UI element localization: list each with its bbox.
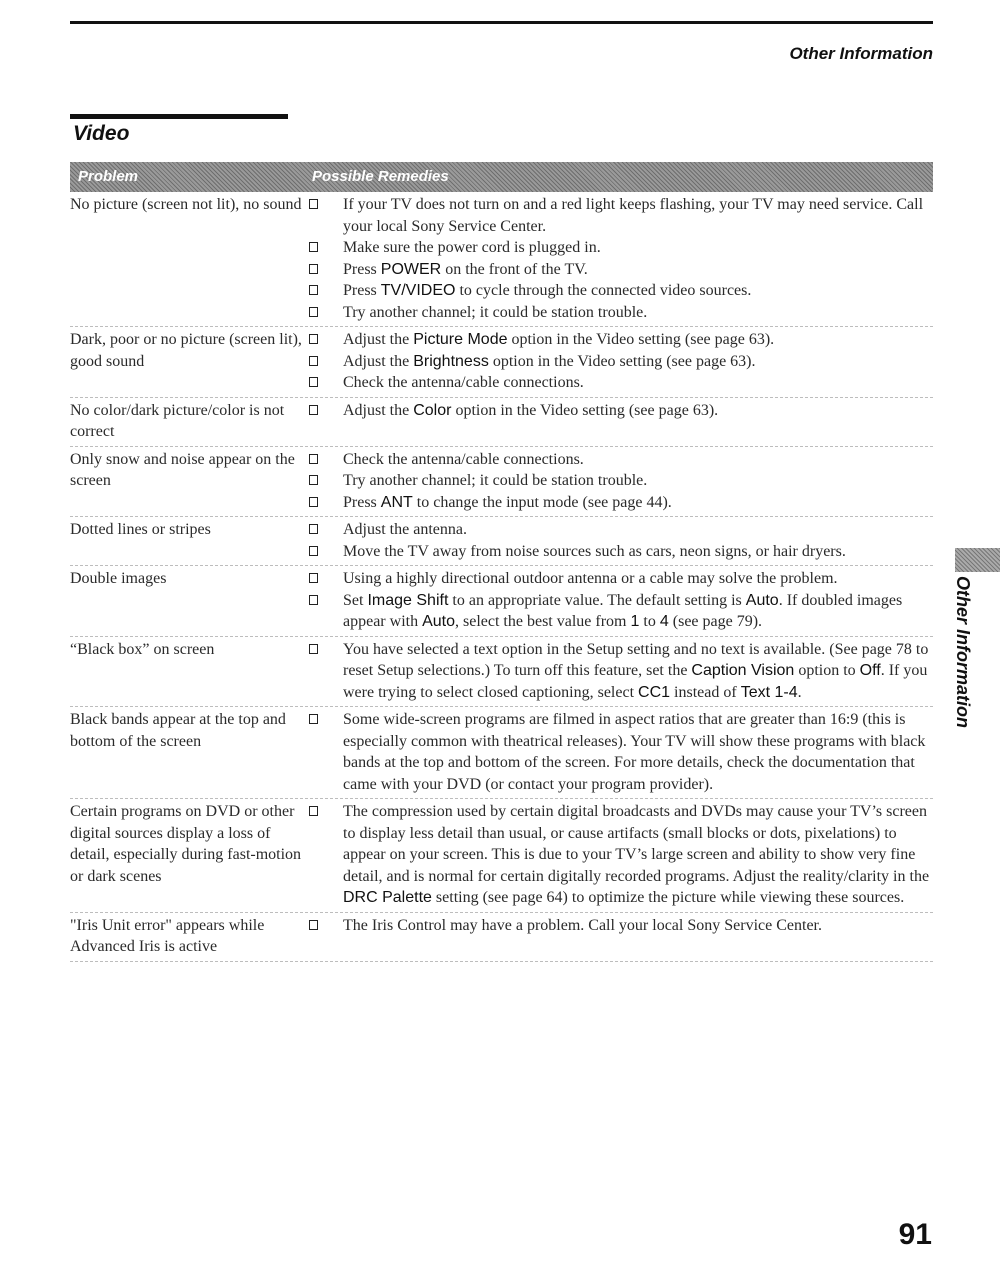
remedy-text-segment: (see page 79). [668, 613, 763, 630]
ui-keyword: Auto [422, 613, 455, 630]
ui-keyword: Text 1-4 [740, 683, 798, 701]
page-number: 91 [898, 1218, 932, 1251]
table-body [70, 192, 933, 962]
problem-cell: Dark, poor or no picture (screen lit), good sound [70, 331, 302, 370]
remedy-text-segment: option in the Video setting (see page 63). [507, 331, 775, 348]
remedies-cell [306, 801, 933, 909]
checkbox-bullet-icon [309, 377, 318, 387]
remedy-text-segment: instead of [670, 683, 741, 701]
checkbox-bullet-icon [309, 573, 318, 583]
remedy-text [343, 372, 933, 394]
remedy-text-segment: to change the input mode (see page 44). [412, 493, 672, 511]
remedy-text [343, 302, 933, 324]
remedy-text [343, 541, 933, 563]
remedy-text-segment: Move the TV away from noise sources such as cars, neon signs, or hair dryers. [343, 542, 846, 560]
problem-cell: Certain programs on DVD or other digital sources display a loss of detail, especially during fast-motion or dark scenes [70, 803, 302, 885]
remedy-item [306, 449, 933, 471]
table-row [70, 398, 933, 447]
remedies-cell [306, 519, 933, 562]
ui-keyword: Auto [745, 591, 779, 609]
remedies-cell [306, 709, 933, 795]
checkbox-bullet-icon [309, 307, 318, 317]
problem-cell: No picture (screen not lit), no sound [70, 196, 302, 213]
problem-cell: Only snow and noise appear on the screen [70, 450, 295, 489]
remedies-cell [306, 449, 933, 514]
ui-keyword: Color [413, 401, 452, 419]
remedy-text-segment: option in the Video setting (see page 63). [488, 352, 756, 370]
remedy-text [343, 237, 933, 259]
remedy-text [343, 351, 933, 373]
remedy-item [306, 709, 933, 795]
ui-keyword: Off [859, 662, 881, 679]
checkbox-bullet-icon [309, 524, 318, 534]
remedy-text-segment: on the front of the TV. [441, 260, 588, 278]
remedy-item [306, 590, 933, 633]
remedy-text-segment: option in the Video setting (see page 63). [451, 401, 719, 419]
remedy-text [343, 492, 933, 514]
remedies-cell [306, 639, 933, 704]
remedy-text-segment: Adjust the [343, 331, 414, 348]
remedy-text [343, 400, 933, 422]
checkbox-bullet-icon [309, 405, 318, 415]
remedy-text [343, 709, 933, 795]
table-row [70, 707, 933, 799]
remedy-text-segment: Set [343, 591, 368, 609]
remedy-text-segment: Adjust the [343, 352, 414, 370]
remedy-text [343, 639, 933, 704]
remedy-text-segment: , select the best value from [455, 613, 631, 630]
header-remedies: Possible Remedies [312, 168, 449, 185]
table-row [70, 799, 933, 913]
remedies-cell [306, 568, 933, 633]
checkbox-bullet-icon [309, 264, 318, 274]
remedy-text-segment: Press [343, 282, 381, 299]
remedy-text [343, 801, 933, 909]
remedy-item [306, 568, 933, 590]
checkbox-bullet-icon [309, 334, 318, 344]
remedies-cell [306, 329, 933, 394]
remedy-text-segment: Check the antenna/cable connections. [343, 374, 584, 391]
ui-keyword: Caption Vision [691, 662, 795, 679]
table-row [70, 192, 933, 327]
checkbox-bullet-icon [309, 285, 318, 295]
remedy-text [343, 915, 933, 937]
remedy-text-segment: The Iris Control may have a problem. Call your local Sony Service Center. [343, 916, 822, 934]
running-header: Other Information [789, 44, 933, 63]
remedy-text-segment: . If doubled images appear with [343, 591, 903, 630]
remedy-item [306, 400, 933, 422]
ui-keyword: TV/VIDEO [380, 282, 456, 299]
header-problem: Problem [78, 168, 139, 185]
checkbox-bullet-icon [309, 806, 318, 816]
remedy-text [343, 449, 933, 471]
remedy-text-segment: . If you were trying to select closed captioning, select [343, 662, 928, 701]
remedies-cell [306, 194, 933, 323]
remedy-text-segment: You have selected a text option in the Setup setting and no text is available. (See page 78 to reset Setup selections.) To turn off this feature, set the [343, 640, 929, 679]
ui-keyword: Brightness [413, 352, 489, 370]
remedy-text [343, 329, 933, 351]
side-tab-marker [955, 548, 1000, 572]
remedies-cell [306, 400, 933, 443]
troubleshooting-table [70, 162, 933, 962]
problem-cell: "Iris Unit error" appears while Advanced Iris is active [70, 916, 265, 955]
remedy-text [343, 470, 933, 492]
remedy-item [306, 801, 933, 909]
top-rule [70, 21, 933, 24]
checkbox-bullet-icon [309, 242, 318, 252]
checkbox-bullet-icon [309, 475, 318, 485]
remedy-text [343, 568, 933, 590]
remedy-text [343, 194, 933, 237]
ui-keyword: Picture Mode [413, 331, 508, 348]
ui-keyword: DRC Palette [343, 889, 432, 906]
ui-keyword: ANT [380, 493, 413, 511]
remedy-item [306, 470, 933, 492]
table-row [70, 566, 933, 637]
checkbox-bullet-icon [309, 199, 318, 209]
table-row [70, 517, 933, 566]
remedy-item [306, 280, 933, 302]
checkbox-bullet-icon [309, 920, 318, 930]
ui-keyword: CC1 [638, 683, 671, 701]
problem-cell: No color/dark picture/color is not correct [70, 401, 285, 440]
checkbox-bullet-icon [309, 454, 318, 464]
remedies-cell [306, 915, 933, 958]
remedy-text [343, 590, 933, 633]
remedy-text [343, 259, 933, 281]
table-row [70, 327, 933, 398]
remedy-text-segment: Try another channel; it could be station trouble. [343, 472, 648, 489]
section-rule [70, 114, 288, 119]
checkbox-bullet-icon [309, 595, 318, 605]
table-header [70, 162, 933, 192]
remedy-text-segment: If your TV does not turn on and a red light keeps flashing, your TV may need service. Call your local Sony Service Center. [343, 196, 924, 235]
remedy-text-segment: The compression used by certain digital broadcasts and DVDs may cause your TV’s screen to display less detail than usual, or cause artifacts (small blocks or dots, pixelations) to appear on your screen. This is due to your TV’s large screen and ability to show very fine detail, and is normal for certain digitally recorded programs. Adjust the reality/clarity in the [343, 803, 930, 885]
remedy-item [306, 915, 933, 937]
remedy-text-segment: to an appropriate value. The default setting is [448, 591, 746, 609]
table-row [70, 913, 933, 962]
checkbox-bullet-icon [309, 644, 318, 654]
problem-cell: “Black box” on screen [70, 640, 215, 658]
remedy-text-segment: Using a highly directional outdoor antenna or a cable may solve the problem. [343, 570, 838, 587]
table-row [70, 447, 933, 518]
remedy-text-segment: Press [343, 260, 381, 278]
remedy-text-segment: Check the antenna/cable connections. [343, 450, 584, 468]
checkbox-bullet-icon [309, 714, 318, 724]
remedy-item [306, 194, 933, 237]
problem-cell: Double images [70, 570, 167, 587]
checkbox-bullet-icon [309, 356, 318, 366]
ui-keyword: 4 [659, 613, 669, 630]
remedy-item [306, 519, 933, 541]
ui-keyword: POWER [380, 260, 442, 278]
table-row [70, 637, 933, 708]
section-title: Video [73, 122, 130, 145]
remedy-text [343, 519, 933, 541]
remedy-item [306, 351, 933, 373]
remedy-text-segment: Press [343, 493, 381, 511]
problem-cell: Black bands appear at the top and bottom of the screen [70, 711, 286, 750]
remedy-text-segment: to [639, 613, 660, 630]
remedy-item [306, 302, 933, 324]
remedy-item [306, 329, 933, 351]
side-tab-label: Other Information [953, 576, 973, 728]
ui-keyword: 1 [630, 613, 640, 630]
remedy-text-segment: . [797, 683, 802, 701]
checkbox-bullet-icon [309, 546, 318, 556]
remedy-item [306, 639, 933, 704]
remedy-text-segment: to cycle through the connected video sources. [455, 282, 752, 299]
remedy-text-segment: Try another channel; it could be station trouble. [343, 303, 648, 321]
remedy-item [306, 492, 933, 514]
checkbox-bullet-icon [309, 497, 318, 507]
remedy-text-segment: Some wide-screen programs are filmed in aspect ratios that are greater than 16:9 (this is especially common with theatrical releases). Your TV will show these programs with black bands at the top and bottom of the screen. For more details, check the documentation that came with your DVD (or contact your program provider). [343, 711, 926, 793]
remedy-item [306, 237, 933, 259]
remedy-text-segment: Make sure the power cord is plugged in. [343, 239, 601, 256]
remedy-item [306, 259, 933, 281]
remedy-text-segment: setting (see page 64) to optimize the picture while viewing these sources. [431, 889, 905, 906]
remedy-text [343, 280, 933, 302]
ui-keyword: Image Shift [367, 591, 449, 609]
remedy-item [306, 372, 933, 394]
remedy-text-segment: Adjust the antenna. [343, 521, 467, 538]
remedy-text-segment: Adjust the [343, 401, 414, 419]
remedy-text-segment: option to [794, 662, 860, 679]
remedy-item [306, 541, 933, 563]
problem-cell: Dotted lines or stripes [70, 521, 211, 538]
